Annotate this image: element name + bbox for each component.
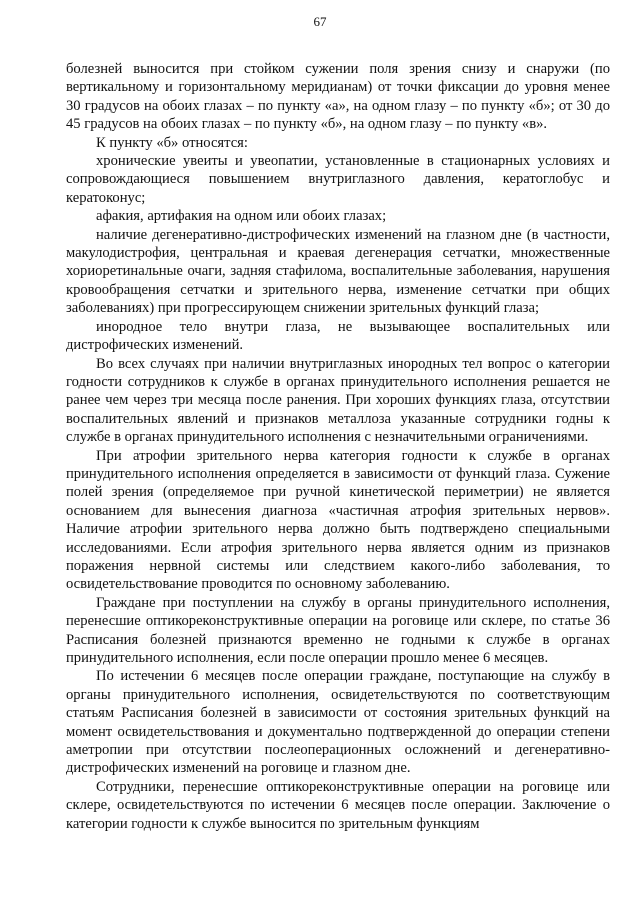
page-number: 67 <box>313 14 327 29</box>
paragraph-last: Сотрудники, перенесшие оптикореконструктивные операции на роговице или склере, освидетельствуются по истечении 6 месяцев после операции. Заключение о категории годности к службе выносится по зрительным функциям <box>66 778 610 832</box>
paragraph-list-item: хронические увеиты и увеопатии, установленные в стационарных условиях и сопровождающиеся повышением внутриглазного давления, кератоглобус и кератоконус; <box>66 153 610 206</box>
paragraph: Граждане при поступлении на службу в органы принудительного исполнения, перенесшие оптикореконструктивные операции на роговице или склере, по статье 36 Расписания болезней признаются временно не годными к службе в органах принудительного исполнения, если после операции прошло менее 6 месяцев. <box>66 594 610 666</box>
paragraph-list-item: наличие дегенеративно-дистрофических изменений на глазном дне (в частности, макулодистрофия, центральная и краевая дегенерация сетчатки, множественные хориоретинальные очаги, задняя стафилома, воспалительные заболевания, нарушения кровообращения сетчатки и зрительного нерва, изменение сетчатки при общих заболеваниях) при прогрессирующем снижении зрительных функций глаза; <box>66 226 610 317</box>
paragraph-continuation: болезней выносится при стойком сужении поля зрения снизу и снаружи (по вертикальному и горизонтальному меридианам) от точки фиксации до уровня менее 30 градусов на обоих глазах – по пункту «а», на одном глазу – по пункту «б»; от 30 до 45 градусов на обоих глазах – по пункту «б», на одном глазу – по пункту «в». <box>66 61 610 133</box>
paragraph: По истечении 6 месяцев после операции граждане, поступающие на службу в органы принудительного исполнения, освидетельствуются по соответствующим статьям Расписания болезней в зависимости от состояния зрительных функций на момент освидетельствования и документально подтвержденной до операции степени аметропии при отсутствии послеоперационных осложнений и дегенеративно-дистрофических изменений на роговице и глазном дне. <box>66 668 610 777</box>
paragraph-item-b-heading: К пункту «б» относятся: <box>96 134 248 151</box>
paragraph-list-item: афакия, артифакия на одном или обоих глазах; <box>96 208 387 225</box>
paragraph: При атрофии зрительного нерва категория годности к службе в органах принудительного исполнения определяется в зависимости от функций глаза. Сужение полей зрения (определяемое при ручной кинетической периметрии) не является основанием для вынесения диагноза «частичная атрофия зрительных нервов». Наличие атрофии зрительного нерва должно быть подтверждено специальными исследованиями. Если атрофия зрительного нерва является одним из признаков поражения нервной системы или следствием какого-либо заболевания, то освидетельствование проводится по основному заболеванию. <box>66 447 610 593</box>
document-body <box>66 60 610 833</box>
paragraph: Во всех случаях при наличии внутриглазных инородных тел вопрос о категории годности сотрудников к службе в органах принудительного исполнения решается не ранее чем через три месяца после ранения. При хороших функциях глаза, отсутствии воспалительных явлений и признаков металлоза указанные сотрудники годны к службе в органах принудительного исполнения с незначительными ограничениями. <box>66 355 610 446</box>
paragraph-list-item: инородное тело внутри глаза, не вызывающее воспалительных или дистрофических изменений. <box>66 318 610 354</box>
